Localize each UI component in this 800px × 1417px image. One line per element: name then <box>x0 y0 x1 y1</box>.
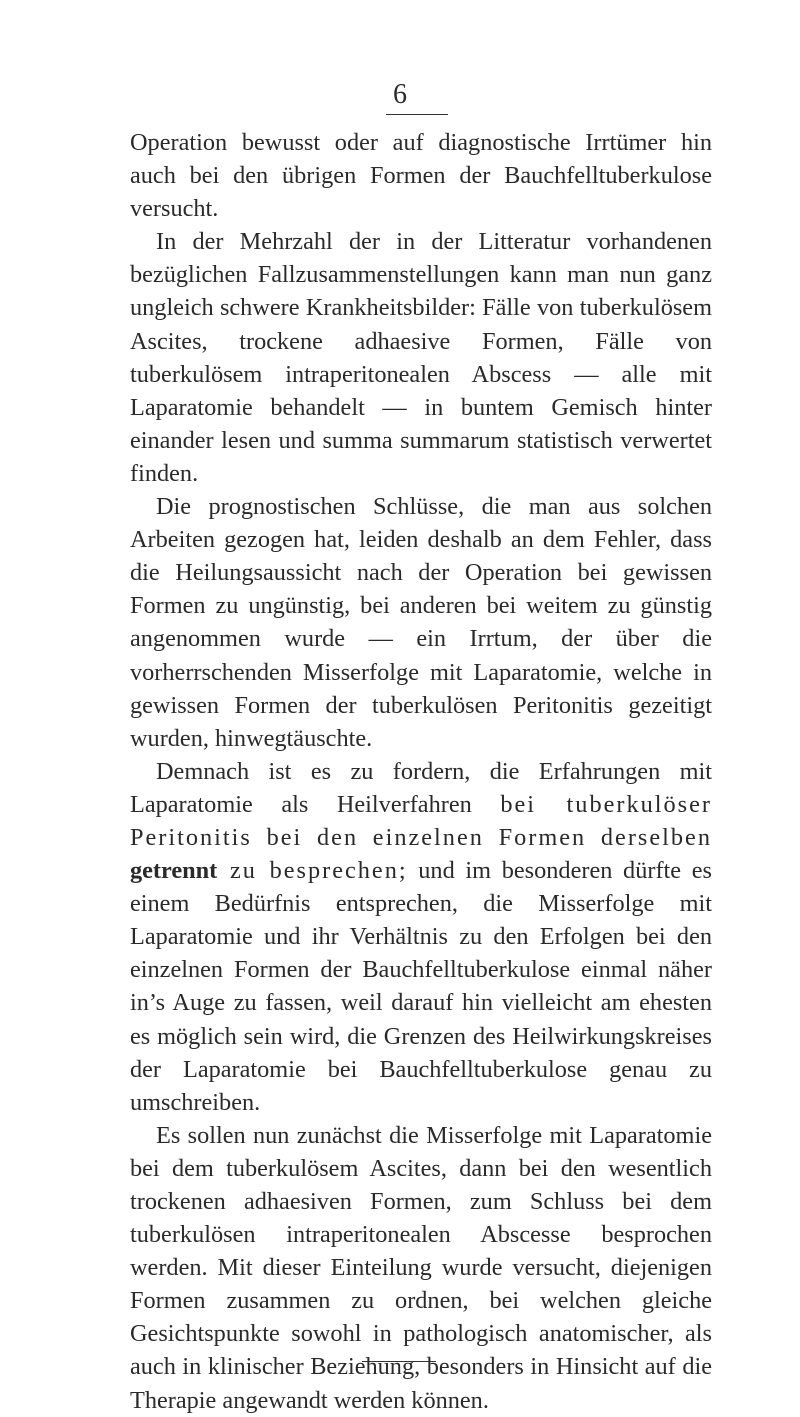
paragraph-1: Operation bewusst oder auf diagnostische Irrtümer hin auch bei den übrigen Formen der Bauchfelltuberkulose versucht. <box>130 129 712 223</box>
emphasis-spaced-2: zu besprechen; <box>217 857 408 885</box>
paragraph-4-rest: und im besonderen dürfte es einem Bedürfnis entsprechen, die Misserfolge mit Laparatomie und ihr Verhältnis zu den Erfolgen bei den einzelnen Formen der Bauchfelltuberkulose einmal näher in’s Auge zu fassen, weil darauf hin vielleicht am ehesten es möglich sein wird, die Grenzen des Heilwirkungskreises der Laparatomie bei Bauchfelltuberkulose genau zu umschreiben. <box>130 857 712 1116</box>
footer-rule <box>362 1361 436 1362</box>
page-number: 6 <box>393 79 407 110</box>
paragraph-2: In der Mehrzahl der in der Litteratur vorhandenen bezüglichen Fallzusammenstellungen kann man nun ganz ungleich schwere Krankheitsbilder: Fälle von tuberkulösem Ascites, trockene adhaesive Formen, Fälle von tuberkulösem intraperitonealen Abscess — alle mit Laparatomie behandelt — in buntem Gemisch hinter einander lesen und summa summarum statistisch verwertet finden. <box>130 228 712 487</box>
emphasis-spaced: bei tuberkulöser Peritonitis bei den einzelnen Formen derselben <box>130 790 712 851</box>
paragraph-3: Die prognostischen Schlüsse, die man aus solchen Arbeiten gezogen hat, leiden deshalb an dem Fehler, dass die Heilungsaussicht nach der Operation bei gewissen Formen zu ungünstig, bei anderen bei weitem zu günstig angenommen wurde — ein Irrtum, der über die vorherrschenden Misserfolge mit Laparatomie, welche in gewissen Formen der tuberkulösen Peritonitis gezeitigt wurden, hinwegtäuschte. <box>130 493 712 752</box>
emphasis-bold: getrennt <box>130 857 218 885</box>
paragraph-4-text: Demnach ist es zu fordern, die Erfahrungen mit Laparatomie als Heilverfahren <box>130 757 712 818</box>
body-text <box>130 126 712 1417</box>
paragraph-5: Es sollen nun zunächst die Misserfolge mit Laparatomie bei dem tuberkulösem Ascites, dann bei den wesentlich trockenen adhaesiven Formen, zum Schluss bei dem tuberkulösen intraperitonealen Abscesse besprochen werden. Mit dieser Einteilung wurde versucht, diejenigen Formen zusammen zu ordnen, bei welchen gleiche Gesichtspunkte sowohl in pathologisch anatomischer, als auch in klinischer Beziehung, besonders in Hinsicht auf die Therapie angewandt werden können. <box>130 1121 712 1414</box>
header-rule <box>386 114 448 115</box>
paragraph-4 <box>130 755 712 1119</box>
